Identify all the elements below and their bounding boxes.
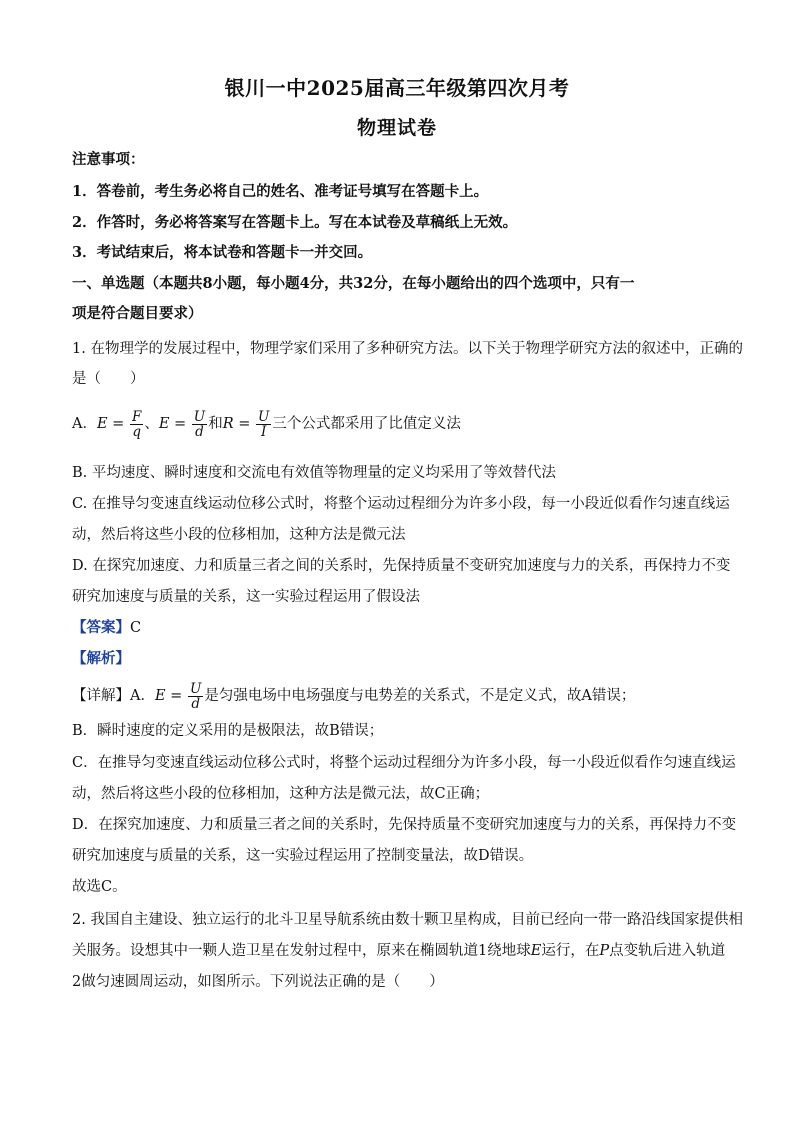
q1-option-c-line1: C. 在推导匀变速直线运动位移公式时，将整个运动过程细分为许多小段，每一小段近似看作匀速直线运 <box>72 496 730 512</box>
formula-2-eq: = <box>169 416 191 432</box>
detail-formula-numerator: U <box>189 680 202 697</box>
analysis-line <box>72 650 130 668</box>
notice-item-1: 1．答卷前，考生务必将自己的姓名、准考证号填写在答题卡上。 <box>72 183 489 200</box>
formula-3-fraction <box>256 410 271 439</box>
formula-3-eq: = <box>233 416 255 432</box>
q1-option-a <box>72 404 461 444</box>
formula-1-lhs: E <box>96 416 108 432</box>
q2-stem-line3: 2做匀速圆周运动，如图所示。下列说法正确的是（ ） <box>72 974 444 990</box>
q2-line2-part1: 关服务。设想其中一颗人造卫星在发射过程中，原来在椭圆轨道1绕地球 <box>72 943 531 959</box>
answer-tag: 【答案】 <box>72 619 130 636</box>
formula-3-numerator: U <box>257 408 270 425</box>
exam-title: 银川一中2025届高三年级第四次月考 <box>224 76 570 100</box>
subject-title: 物理试卷 <box>356 117 437 139</box>
q1-stem-line2: 是（ ） <box>72 371 145 387</box>
detail-b-line: B．瞬时速度的定义采用的是极限法，故B错误； <box>72 723 384 739</box>
option-a-label: A． <box>72 416 97 432</box>
formula-1-denominator: q <box>132 423 141 440</box>
detail-formula-lhs: E <box>154 688 166 704</box>
formula-1-fraction <box>130 410 143 439</box>
q2-var-earth: E <box>530 943 542 959</box>
q1-stem-line1: 1. 在物理学的发展过程中，物理学家们采用了多种研究方法。以下关于物理学研究方法的叙述中，正确的 <box>72 341 743 357</box>
detail-a-label: A． <box>130 688 155 704</box>
formula-2-denominator: d <box>195 423 204 440</box>
formula-2-numerator: U <box>193 408 206 425</box>
q1-option-b: B. 平均速度、瞬时速度和交流电有效值等物理量的定义均采用了等效替代法 <box>72 465 556 481</box>
q1-option-d-line1: D. 在探究加速度、力和质量三者之间的关系时，先保持质量不变研究加速度与力的关系，再保持力不变 <box>72 558 731 574</box>
formula-separator-2: 和 <box>208 416 223 432</box>
detail-a-line <box>72 676 635 716</box>
formula-1-numerator: F <box>131 408 142 425</box>
q2-line2-part3: 点变轨后进入轨道 <box>609 943 726 959</box>
section-heading-line1: 一、单选题（本题共8小题，每小题4分，共32分，在每小题给出的四个选项中，只有一 <box>72 275 635 292</box>
notice-item-3: 3．考试结束后，将本试卷和答题卡一并交回。 <box>72 244 373 261</box>
option-a-text: 三个公式都采用了比值定义法 <box>272 416 461 432</box>
q2-stem-line1: 2. 我国自主建设、独立运行的北斗卫星导航系统由数十颗卫星构成，目前已经向一带一路沿线国家提供相 <box>72 912 743 928</box>
formula-separator-1: 、 <box>144 416 159 432</box>
detail-c-line2: 动，然后将这些小段的位移相加，这种方法是微元法，故C正确； <box>72 786 490 802</box>
formula-2-lhs: E <box>158 416 170 432</box>
q2-line2-part2: 运行，在 <box>541 943 600 959</box>
q2-stem-line2 <box>72 942 725 960</box>
formula-1-eq: = <box>107 416 129 432</box>
analysis-tag: 【解析】 <box>72 650 130 667</box>
detail-formula-eq: = <box>165 688 187 704</box>
detail-d-line2: 研究加速度与质量的关系，这一实验过程运用了控制变量法，故D错误。 <box>72 848 534 864</box>
q1-option-d-line2: 研究加速度与质量的关系，这一实验过程运用了假设法 <box>72 589 420 605</box>
detail-conclusion: 故选C。 <box>72 879 127 895</box>
detail-formula-denominator: d <box>191 695 200 712</box>
detail-d-line1: D．在探究加速度、力和质量三者之间的关系时，先保持质量不变研究加速度与力的关系，再保持力不变 <box>72 817 737 833</box>
detail-formula-fraction <box>188 682 203 711</box>
notice-item-2: 2．作答时，务必将答案写在答题卡上。写在本试卷及草稿纸上无效。 <box>72 214 518 231</box>
detail-tag: 【详解】 <box>72 688 130 704</box>
answer-line <box>72 619 141 637</box>
answer-value: C <box>130 620 142 636</box>
detail-c-line1: C．在推导匀变速直线运动位移公式时，将整个运动过程细分为许多小段，每一小段近似看作匀速直线运 <box>72 755 736 771</box>
formula-3-lhs: R <box>222 416 234 432</box>
q1-option-c-line2: 动，然后将这些小段的位移相加，这种方法是微元法 <box>72 527 406 543</box>
formula-2-fraction <box>192 410 207 439</box>
detail-a-text: 是匀强电场中电场强度与电势差的关系式，不是定义式，故A错误； <box>204 688 636 704</box>
section-heading-line2: 项是符合题目要求） <box>72 305 203 322</box>
notice-heading: 注意事项： <box>72 151 145 168</box>
q2-var-point: P <box>599 943 610 959</box>
formula-3-denominator: I <box>261 423 267 440</box>
